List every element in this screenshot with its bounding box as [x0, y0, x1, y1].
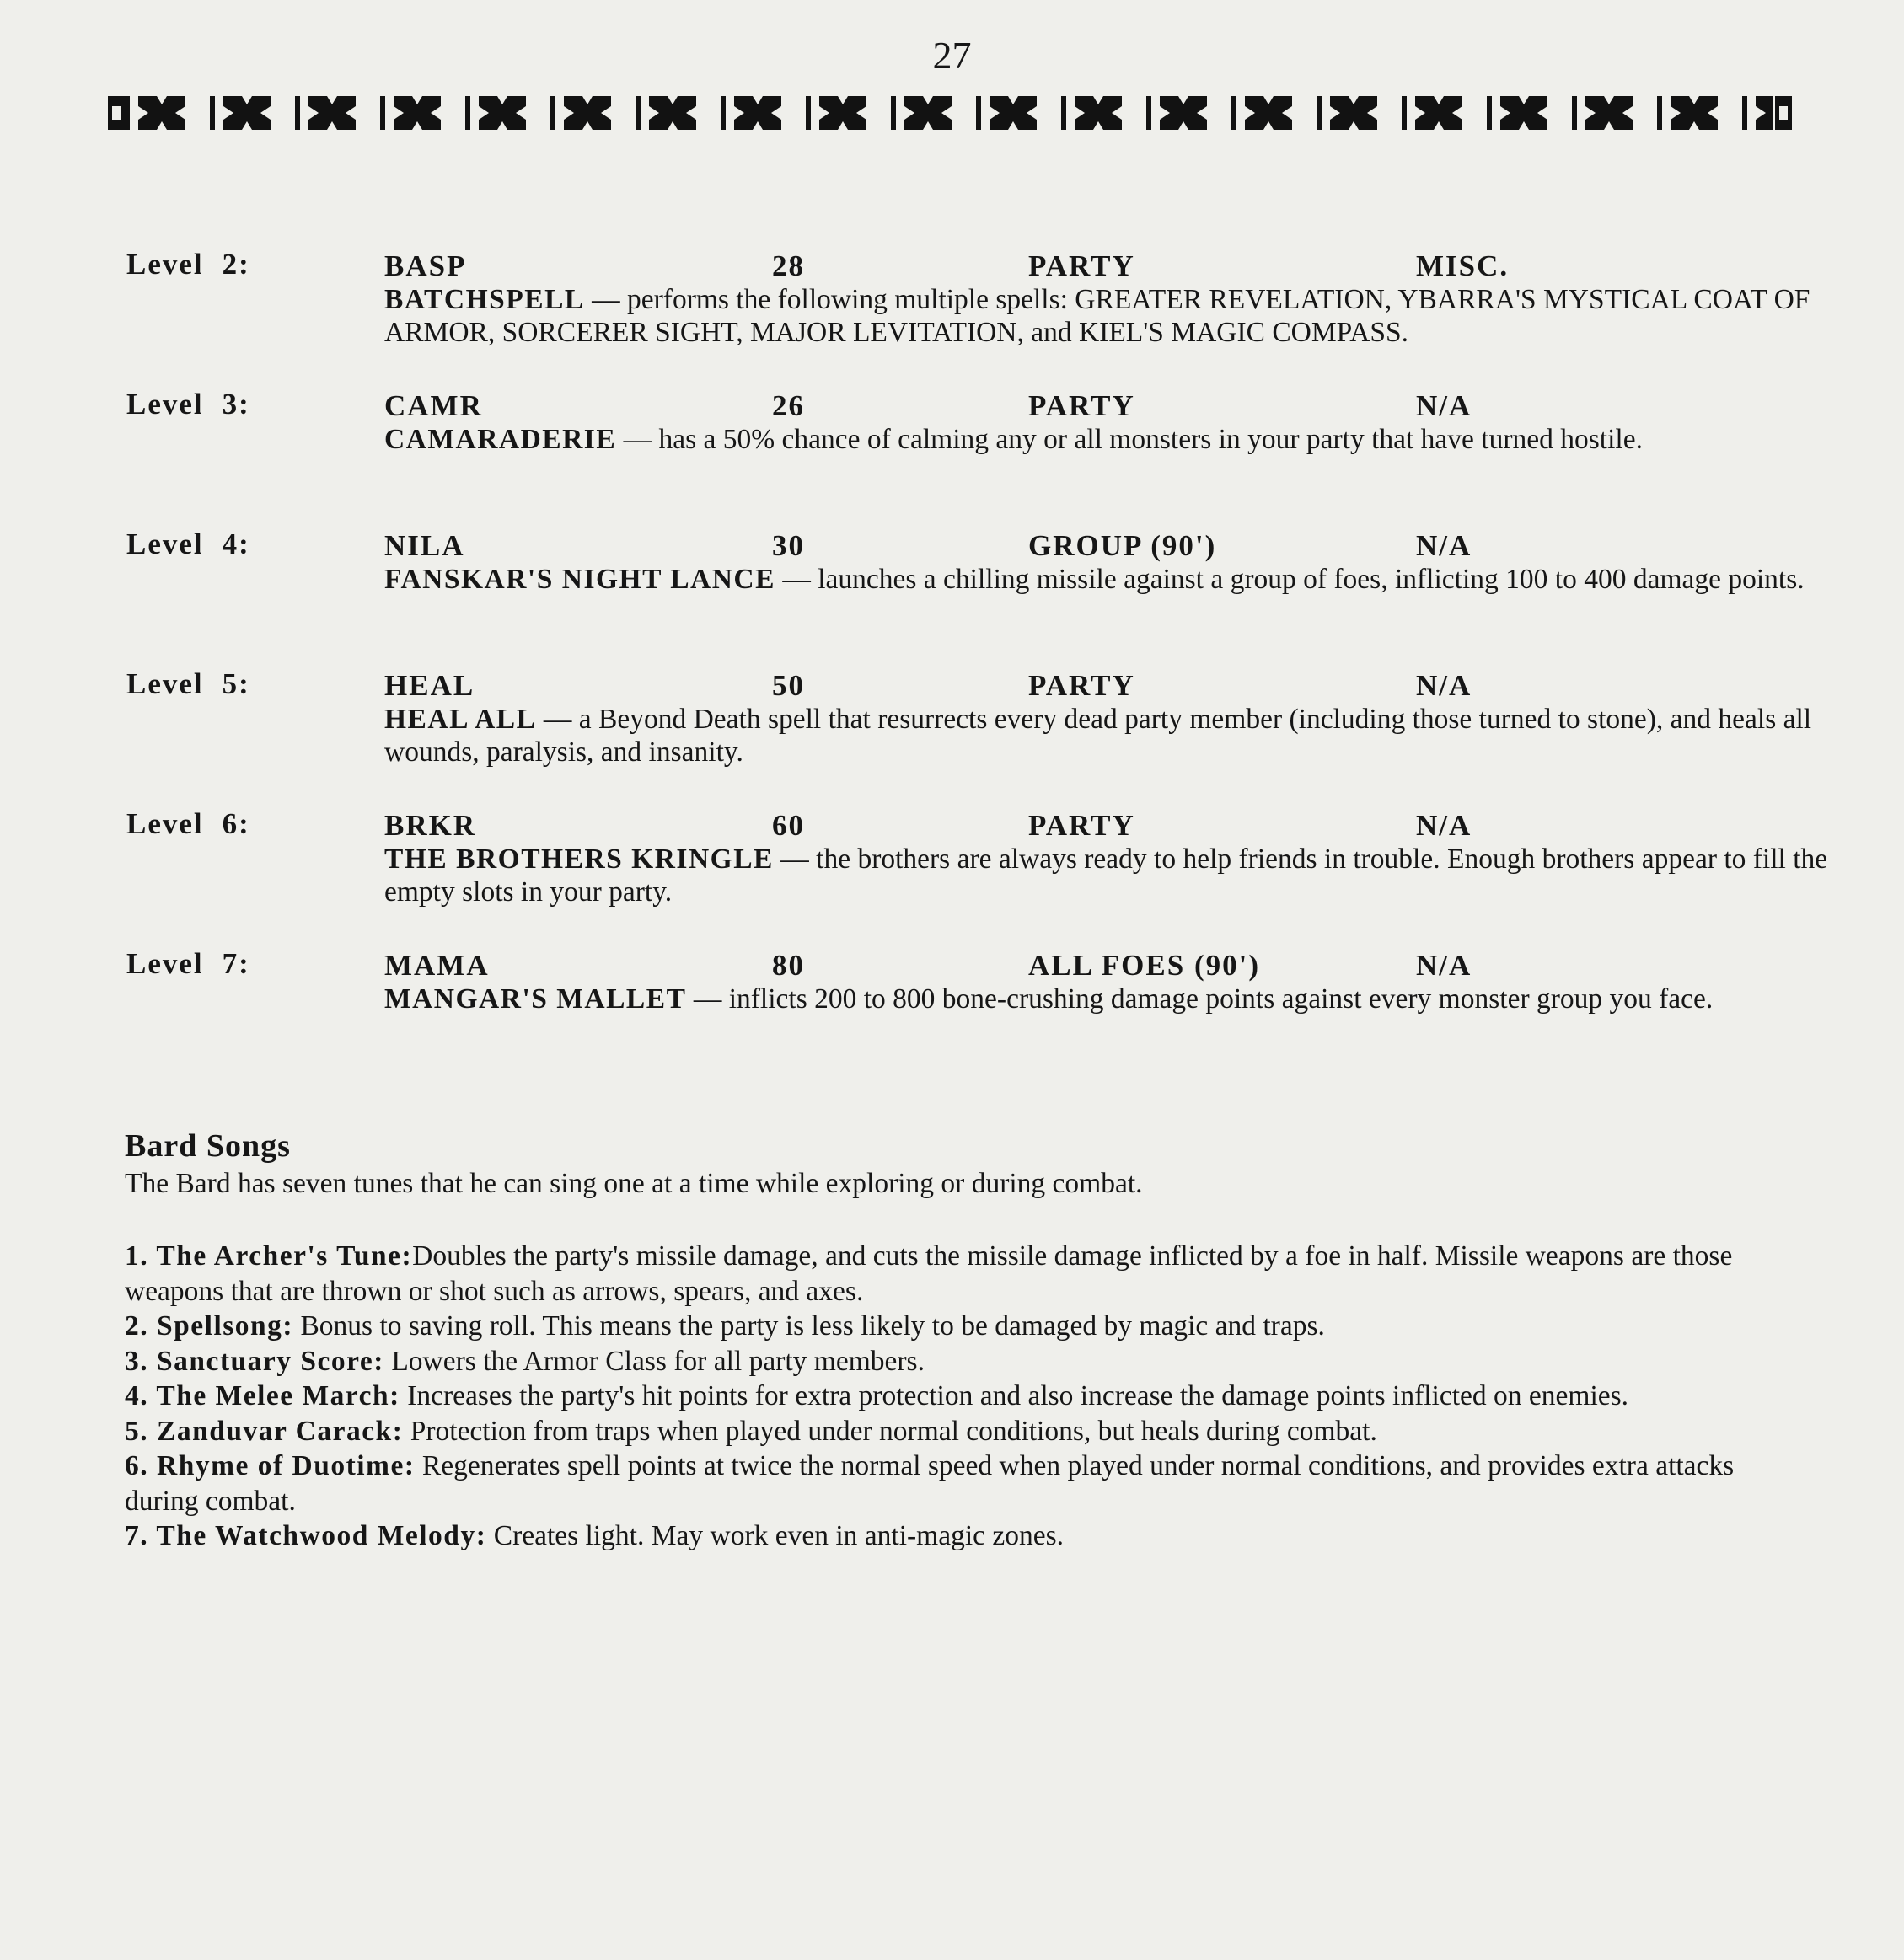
spell-name: BATCHSPELL: [384, 284, 585, 315]
song-item: [125, 1344, 1777, 1379]
spell-code: BASP: [384, 249, 467, 282]
spell-level: [126, 666, 250, 703]
level-label: Level: [126, 388, 204, 420]
spell-name: HEAL ALL: [384, 704, 537, 735]
song-description: Lowers the Armor Class for all party members.: [383, 1345, 925, 1377]
song-title: 6. Rhyme of Duotime:: [125, 1450, 416, 1481]
song-item: [125, 1379, 1777, 1414]
spell-range: PARTY: [1028, 389, 1135, 422]
song-item: [125, 1518, 1777, 1554]
spell-code: MAMA: [384, 949, 490, 982]
spell-range: ALL FOES (90'): [1028, 949, 1260, 982]
level-number: 6:: [222, 807, 250, 840]
level-label: Level: [126, 527, 204, 560]
spell-type: MISC.: [1416, 249, 1510, 282]
song-description: Regenerates spell points at twice the normal speed when played under normal conditions, and provides extra attacks during combat.: [125, 1450, 1735, 1517]
spell-effect: — the brothers are always ready to help friends in trouble. Enough brothers appear to fill the empty slots in your party.: [384, 843, 1828, 908]
spell-range: PARTY: [1028, 249, 1135, 282]
level-label: Level: [126, 947, 204, 980]
spell-name: THE BROTHERS KRINGLE: [384, 843, 774, 875]
spell-list: [126, 246, 1828, 1085]
spell-entry: [126, 666, 1812, 806]
spell-code: CAMR: [384, 389, 483, 422]
level-number: 7:: [222, 947, 250, 980]
song-title: 1. The Archer's Tune:: [125, 1240, 413, 1272]
spell-level: [126, 386, 250, 423]
spell-name: FANSKAR'S NIGHT LANCE: [384, 564, 775, 595]
spell-description: [384, 703, 1901, 768]
spell-name: CAMARADERIE: [384, 424, 617, 455]
spell-effect: — inflicts 200 to 800 bone-crushing damage points against every monster group you face.: [686, 983, 1714, 1015]
level-label: Level: [126, 248, 204, 281]
song-title: 2. Spellsong:: [125, 1310, 294, 1341]
level-number: 5:: [222, 667, 250, 700]
spell-level: [126, 246, 250, 283]
level-label: Level: [126, 807, 204, 840]
spell-type: N/A: [1416, 389, 1472, 422]
spell-name: MANGAR'S MALLET: [384, 983, 687, 1015]
spell-description: [384, 423, 1901, 456]
song-description: Doubles the party's missile damage, and cuts the missile damage inflicted by a foe in half. Missile weapons are those weapons that are thrown or shot such as arrows, spears, and axes.: [125, 1240, 1733, 1307]
song-title: 4. The Melee March:: [125, 1380, 400, 1411]
song-title: 3. Sanctuary Score:: [125, 1345, 384, 1377]
spell-entry: [126, 526, 1805, 666]
spell-effect: — a Beyond Death spell that resurrects every dead party member (including those turned to stone), and heals all wounds, paralysis, and insanity.: [384, 704, 1812, 768]
spell-range: PARTY: [1028, 809, 1135, 842]
spell-type: N/A: [1416, 949, 1472, 982]
section-heading: Bard Songs: [125, 1128, 291, 1164]
spell-effect: — performs the following multiple spells: GREATER REVELATION, YBARRA'S MYSTICAL COAT OF ARMOR, SORCERER SIGHT, MAJOR LEVITATION, and KIEL'S MAGIC COMPASS.: [384, 284, 1810, 348]
song-title: 7. The Watchwood Melody:: [125, 1520, 487, 1551]
spell-range: PARTY: [1028, 669, 1135, 702]
spell-range: GROUP (90'): [1028, 529, 1217, 562]
song-item: [125, 1239, 1777, 1309]
spell-entry: [126, 386, 1778, 526]
spell-description: [384, 983, 1901, 1015]
spell-entry: [126, 246, 1810, 386]
spell-code: BRKR: [384, 809, 477, 842]
spell-description: [384, 283, 1901, 349]
spell-code: HEAL: [384, 669, 475, 702]
song-description: Creates light. May work even in anti-magic zones.: [486, 1520, 1065, 1551]
level-number: 2:: [222, 248, 250, 281]
spell-description: [384, 563, 1901, 596]
section-intro: The Bard has seven tunes that he can sing one at a time while exploring or during combat.: [125, 1168, 1143, 1199]
bard-song-list: [125, 1239, 1777, 1554]
spell-type: N/A: [1416, 529, 1472, 562]
spell-level: [126, 526, 250, 563]
spell-level: [126, 945, 250, 983]
song-item: [125, 1309, 1777, 1344]
spell-cost: 60: [772, 809, 805, 842]
level-label: Level: [126, 667, 204, 700]
spell-cost: 28: [772, 249, 805, 282]
level-number: 3:: [222, 388, 250, 420]
spell-cost: 80: [772, 949, 805, 982]
spell-type: N/A: [1416, 809, 1472, 842]
spell-entry: [126, 945, 1778, 1085]
song-description: Bonus to saving roll. This means the party is less likely to be damaged by magic and traps.: [293, 1310, 1325, 1341]
spell-description: [384, 843, 1901, 908]
spell-level: [126, 806, 250, 843]
bard-songs-section: [125, 1126, 1794, 1202]
spell-code: NILA: [384, 529, 465, 562]
spell-type: N/A: [1416, 669, 1472, 702]
song-description: Increases the party's hit points for extra protection and also increase the damage points inflicted on enemies.: [400, 1380, 1629, 1411]
decorative-border: [108, 94, 1792, 131]
spell-cost: 26: [772, 389, 805, 422]
song-item: [125, 1414, 1777, 1449]
spell-cost: 50: [772, 669, 805, 702]
page-number: 27: [932, 34, 972, 77]
spell-effect: — launches a chilling missile against a group of foes, inflicting 100 to 400 damage points.: [775, 564, 1805, 595]
song-title: 5. Zanduvar Carack:: [125, 1415, 404, 1447]
spell-cost: 30: [772, 529, 805, 562]
song-description: Protection from traps when played under normal conditions, but heals during combat.: [403, 1415, 1377, 1447]
song-item: [125, 1449, 1777, 1518]
spell-entry: [126, 806, 1828, 945]
spell-effect: — has a 50% chance of calming any or all monsters in your party that have turned hostile.: [616, 424, 1643, 455]
level-number: 4:: [222, 527, 250, 560]
